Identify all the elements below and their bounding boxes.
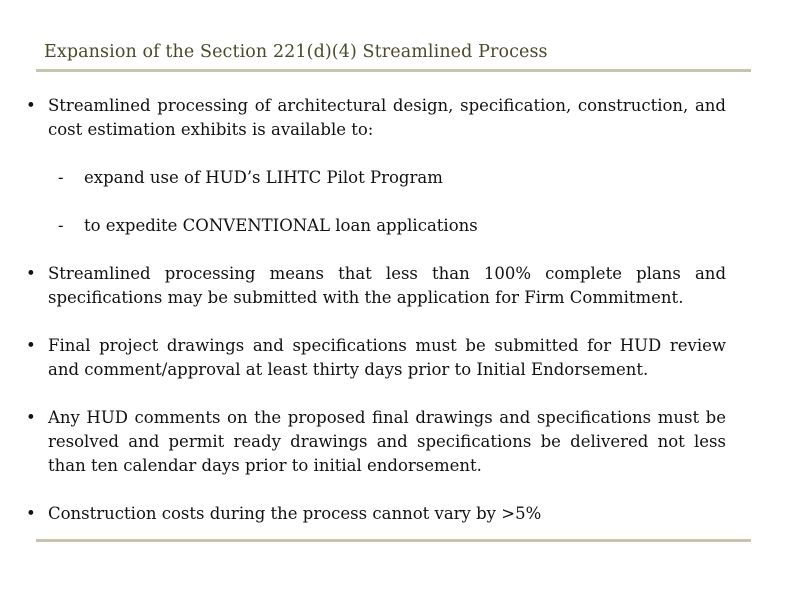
- bullet-text: Final project drawings and specifications must be submitted for HUD review and comment/approval at least thirty days prior to Initial Endorsement.: [48, 336, 726, 379]
- dash-icon: -: [58, 168, 64, 187]
- bullet-icon: •: [26, 504, 36, 523]
- bullet-text: Construction costs during the process cannot vary by >5%: [48, 504, 542, 523]
- bullet-item: [26, 406, 726, 478]
- sub-item-text: expand use of HUD’s LIHTC Pilot Program: [84, 168, 443, 187]
- bullet-item: [26, 334, 726, 382]
- bullet-text: Streamlined processing of architectural design, specification, construction, and cost estimation exhibits is available to:: [48, 96, 726, 139]
- bullet-text: Any HUD comments on the proposed final drawings and specifications must be resolved and permit ready drawings and specifications be delivered not less than ten calendar days prior to initial endorsement.: [48, 408, 726, 475]
- bullet-icon: •: [26, 264, 36, 283]
- bullet-item: [26, 262, 726, 310]
- bullet-item: [26, 502, 726, 526]
- page-title: Expansion of the Section 221(d)(4) Streamlined Process: [44, 42, 548, 62]
- bullet-icon: •: [26, 96, 36, 115]
- sub-list-item: [58, 214, 478, 238]
- footer-divider: [36, 539, 751, 542]
- bullet-item: [26, 94, 726, 142]
- dash-icon: -: [58, 216, 64, 235]
- bullet-icon: •: [26, 336, 36, 355]
- sub-item-text: to expedite CONVENTIONAL loan applications: [84, 216, 478, 235]
- bullet-text: Streamlined processing means that less than 100% complete plans and specifications may be submitted with the application for Firm Commitment.: [48, 264, 726, 307]
- bullet-icon: •: [26, 408, 36, 427]
- sub-list-item: [58, 166, 443, 190]
